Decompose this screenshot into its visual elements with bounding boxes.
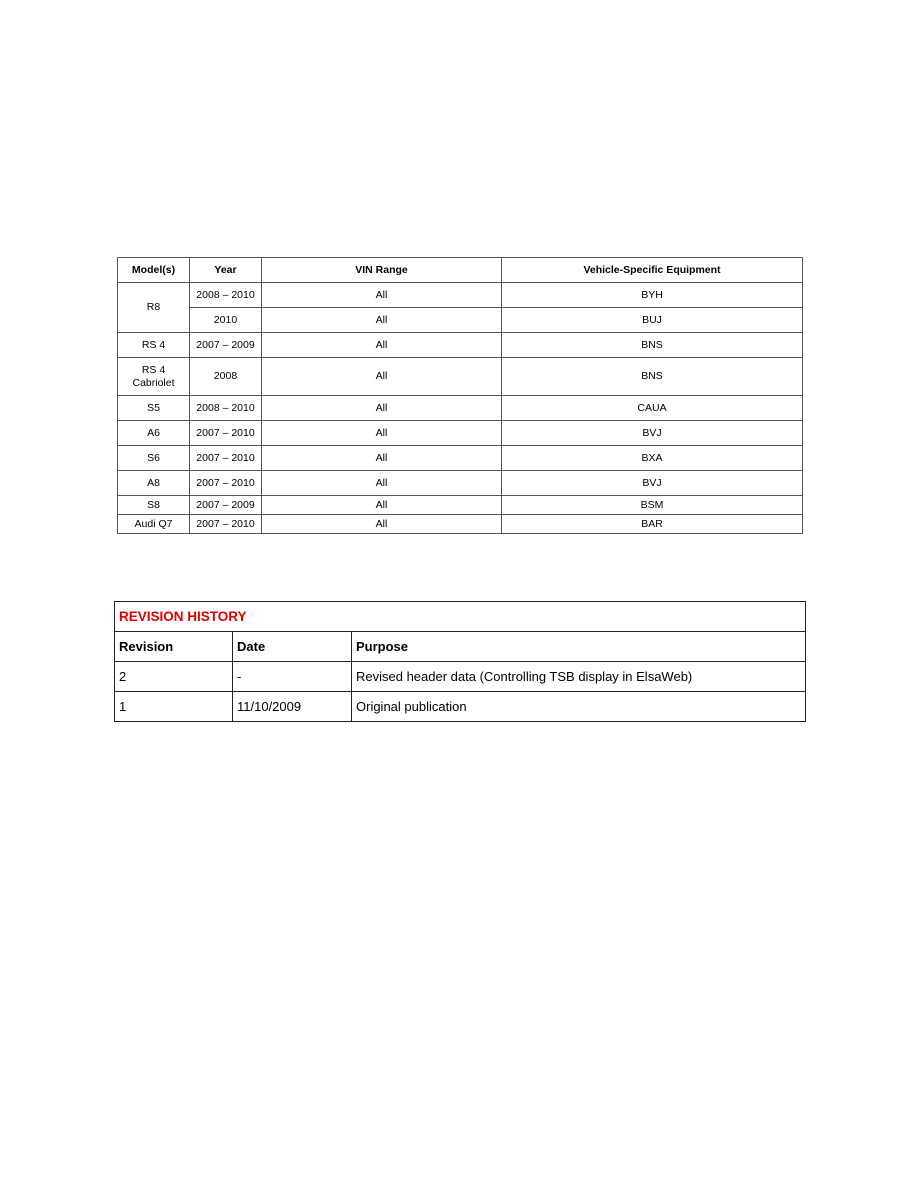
revision-title-row xyxy=(115,602,806,632)
cell-equipment: BNS xyxy=(502,333,803,358)
header-revision: Revision xyxy=(115,632,233,662)
table-row xyxy=(118,358,803,396)
cell-year: 2007 – 2010 xyxy=(190,421,262,446)
cell-equipment: BNS xyxy=(502,358,803,396)
cell-equipment: BSM xyxy=(502,496,803,515)
cell-model: S5 xyxy=(118,396,190,421)
cell-vin: All xyxy=(262,421,502,446)
table-row xyxy=(118,283,803,308)
cell-equipment: BVJ xyxy=(502,471,803,496)
cell-vin: All xyxy=(262,446,502,471)
table-row xyxy=(115,692,806,722)
header-year: Year xyxy=(190,258,262,283)
revision-header-row xyxy=(115,632,806,662)
cell-equipment: CAUA xyxy=(502,396,803,421)
cell-year: 2007 – 2010 xyxy=(190,471,262,496)
cell-vin: All xyxy=(262,333,502,358)
table-row xyxy=(118,496,803,515)
cell-equipment: BUJ xyxy=(502,308,803,333)
cell-equipment: BYH xyxy=(502,283,803,308)
cell-revision: 2 xyxy=(115,662,233,692)
cell-model: A6 xyxy=(118,421,190,446)
cell-purpose: Original publication xyxy=(352,692,806,722)
header-date: Date xyxy=(233,632,352,662)
cell-vin: All xyxy=(262,471,502,496)
cell-date: 11/10/2009 xyxy=(233,692,352,722)
table-row xyxy=(118,421,803,446)
cell-vin: All xyxy=(262,283,502,308)
header-purpose: Purpose xyxy=(352,632,806,662)
cell-vin: All xyxy=(262,515,502,534)
cell-model: R8 xyxy=(118,283,190,333)
cell-model xyxy=(118,358,190,396)
cell-equipment: BAR xyxy=(502,515,803,534)
cell-model: RS 4 xyxy=(118,333,190,358)
header-model: Model(s) xyxy=(118,258,190,283)
table-row xyxy=(115,662,806,692)
table-row xyxy=(118,396,803,421)
cell-year: 2007 – 2009 xyxy=(190,496,262,515)
cell-model-line: RS 4 xyxy=(141,363,166,376)
vehicle-applicability-table xyxy=(117,257,803,534)
cell-year: 2007 – 2010 xyxy=(190,515,262,534)
cell-year: 2007 – 2010 xyxy=(190,446,262,471)
table-row xyxy=(118,471,803,496)
cell-year: 2008 – 2010 xyxy=(190,396,262,421)
revision-history-title: REVISION HISTORY xyxy=(115,602,806,632)
cell-year: 2007 – 2009 xyxy=(190,333,262,358)
cell-model: A8 xyxy=(118,471,190,496)
cell-model-line: Cabriolet xyxy=(132,376,175,389)
table-row xyxy=(118,446,803,471)
cell-vin: All xyxy=(262,358,502,396)
cell-purpose: Revised header data (Controlling TSB display in ElsaWeb) xyxy=(352,662,806,692)
cell-vin: All xyxy=(262,396,502,421)
cell-equipment: BXA xyxy=(502,446,803,471)
table-row xyxy=(118,333,803,358)
revision-history-table xyxy=(114,601,806,722)
cell-date: - xyxy=(233,662,352,692)
table-header-row xyxy=(118,258,803,283)
cell-vin: All xyxy=(262,308,502,333)
header-equipment: Vehicle-Specific Equipment xyxy=(502,258,803,283)
table-row xyxy=(118,308,803,333)
cell-year: 2008 – 2010 xyxy=(190,283,262,308)
cell-model: S8 xyxy=(118,496,190,515)
cell-revision: 1 xyxy=(115,692,233,722)
cell-year: 2008 xyxy=(190,358,262,396)
cell-model: S6 xyxy=(118,446,190,471)
header-vin-range: VIN Range xyxy=(262,258,502,283)
cell-vin: All xyxy=(262,496,502,515)
cell-year: 2010 xyxy=(190,308,262,333)
cell-equipment: BVJ xyxy=(502,421,803,446)
cell-model: Audi Q7 xyxy=(118,515,190,534)
table-row xyxy=(118,515,803,534)
